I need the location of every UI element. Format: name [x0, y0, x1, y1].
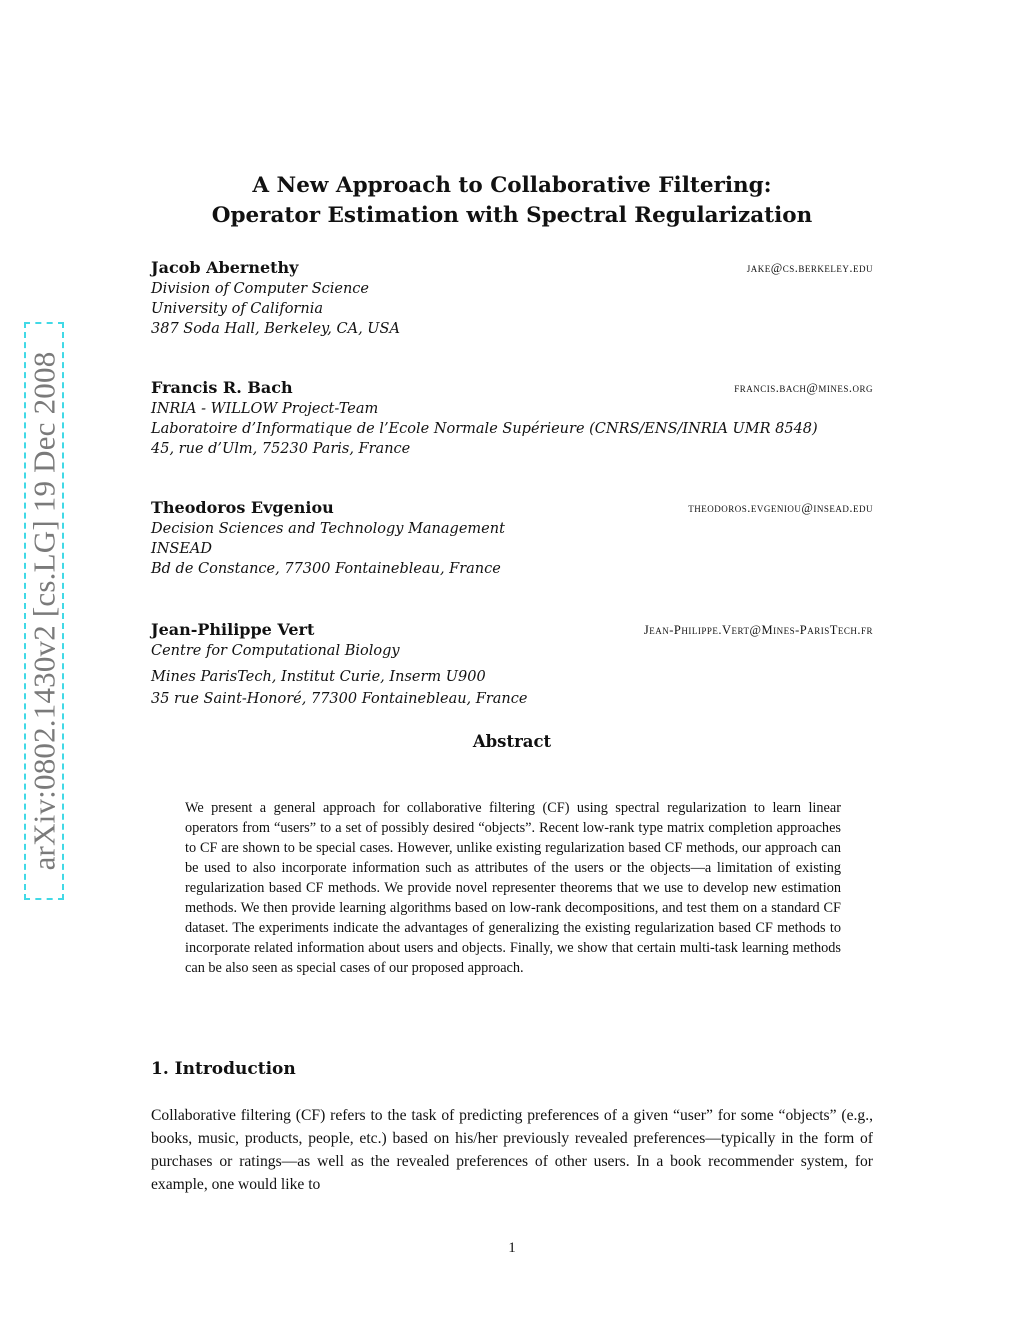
author-affiliation-line: 45, rue d’Ulm, 75230 Paris, France — [151, 441, 411, 457]
author-affiliation-line: 35 rue Saint-Honoré, 77300 Fontainebleau, France — [151, 691, 528, 707]
introduction-text: Collaborative filtering (CF) refers to the task of predicting preferences of a given “user” for some “objects” (e.g., books, music, products, people, etc.) based on his/her previously revealed preferences—typically in the form of purchases or ratings—as well as the revealed preferences of other users. In a book recommender system, for example, one would like to — [151, 1107, 873, 1193]
author-affiliation-line: Decision Sciences and Technology Management — [151, 521, 505, 537]
author-affiliation-line: Laboratoire d’Informatique de l’Ecole Normale Supérieure (CNRS/ENS/INRIA UMR 8548) — [151, 421, 818, 437]
abstract-heading: Abstract — [472, 732, 552, 751]
paper-title-line-2: Operator Estimation with Spectral Regularization — [211, 203, 813, 228]
abstract-text: We present a general approach for collaborative filtering (CF) using spectral regularization to learn linear operators from “users” to a set of possibly desired “objects”. Recent low-rank type matrix completion approaches to CF are shown to be special cases. However, unlike existing regularization based CF methods, our approach can be used to also incorporate information such as attributes of the users or the objects—a limitation of existing regularization based CF methods. We provide novel representer theorems that we use to develop new estimation methods. We then provide learning algorithms based on low-rank decompositions, and test them on a standard CF dataset. The experiments indicate the advantages of generalizing the existing regularization based CF methods to incorporate related information about users and objects. Finally, we show that certain multi-task learning methods can be also seen as special cases of our proposed approach. — [185, 800, 841, 976]
author-affiliation-line: Division of Computer Science — [151, 281, 370, 297]
author-email: jake@cs.berkeley.edu — [746, 261, 873, 275]
author-affiliation-line: University of California — [151, 301, 323, 317]
author-affiliation-line: Centre for Computational Biology — [151, 643, 400, 659]
arxiv-stamp-text: arXiv:0802.1430v2 [cs.LG] 19 Dec 2008 — [26, 351, 62, 871]
author-affiliation-line: 387 Soda Hall, Berkeley, CA, USA — [151, 321, 400, 337]
author-name: Francis R. Bach — [151, 378, 293, 397]
author-affiliation-line: Mines ParisTech, Institut Curie, Inserm U900 — [151, 669, 486, 685]
section-heading-introduction: 1. Introduction — [151, 1059, 296, 1079]
author-name: Theodoros Evgeniou — [151, 498, 334, 517]
author-email: Jean-Philippe.Vert@Mines-ParisTech.fr — [643, 623, 873, 637]
author-email: theodoros.evgeniou@insead.edu — [688, 501, 873, 515]
page-number: 1 — [508, 1240, 516, 1256]
paper-title-line-1: A New Approach to Collaborative Filtering: — [252, 173, 772, 198]
arxiv-stamp — [24, 322, 64, 900]
author-affiliation-line: INSEAD — [151, 541, 213, 557]
author-affiliation-line: Bd de Constance, 77300 Fontainebleau, France — [151, 561, 501, 577]
author-affiliation-line: INRIA - WILLOW Project-Team — [151, 401, 379, 417]
author-name: Jacob Abernethy — [151, 258, 299, 277]
author-name: Jean-Philippe Vert — [151, 620, 315, 639]
author-email: francis.bach@mines.org — [734, 381, 873, 395]
